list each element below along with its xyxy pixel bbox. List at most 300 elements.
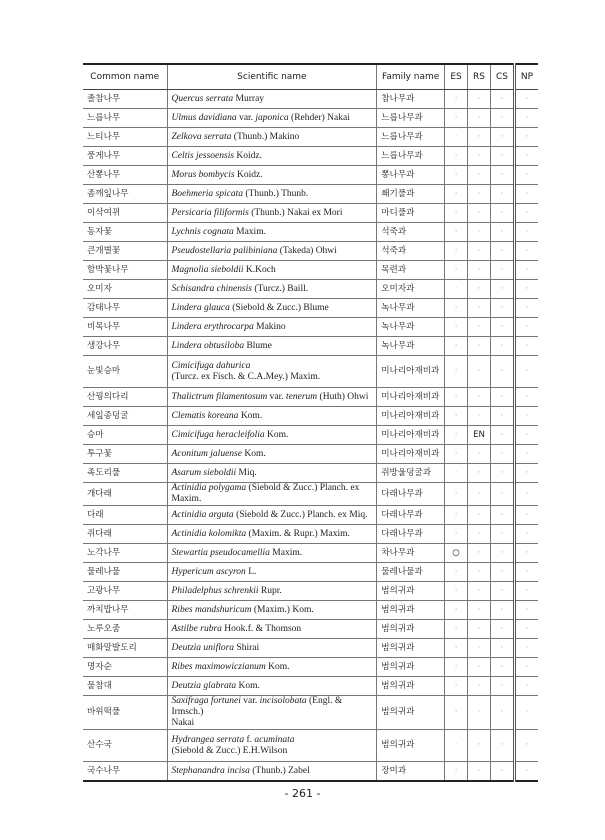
family-name-cell: 미나리아재비과 xyxy=(377,356,445,388)
status-rs-cell: · xyxy=(468,388,491,407)
scientific-name-italic: Lindera glauca xyxy=(171,302,230,313)
scientific-name-text: Murray xyxy=(233,93,265,104)
scientific-name-cell xyxy=(167,563,377,582)
scientific-name-cell xyxy=(167,525,377,544)
scientific-name-cell xyxy=(167,90,377,109)
table-row xyxy=(83,445,538,464)
common-name-cell: 느릅나무 xyxy=(83,109,167,128)
status-rs-cell: · xyxy=(468,318,491,337)
scientific-name-text: Kom. xyxy=(236,680,260,691)
status-cs-cell: · xyxy=(490,388,514,407)
status-rs-cell: EN xyxy=(468,426,491,445)
status-np-cell: · xyxy=(514,730,538,762)
scientific-name-italic: Stewartia pseudocamellia xyxy=(171,547,270,558)
scientific-name-cell xyxy=(167,639,377,658)
table-row xyxy=(83,464,538,483)
species-table xyxy=(83,63,538,782)
status-es-cell: · xyxy=(445,109,468,128)
scientific-name-italic: tenerum xyxy=(286,391,318,402)
scientific-name-italic: Morus bombycis xyxy=(171,169,235,180)
status-cs-cell: · xyxy=(490,204,514,223)
status-rs-cell: · xyxy=(468,356,491,388)
scientific-name-italic: Hypericum ascyron xyxy=(171,566,246,577)
table-row xyxy=(83,90,538,109)
scientific-name-italic: Deutzia uniflora xyxy=(171,642,235,653)
status-cs-cell: · xyxy=(490,407,514,426)
status-np-cell: · xyxy=(514,506,538,525)
scientific-name-cell xyxy=(167,601,377,620)
scientific-name-cell xyxy=(167,582,377,601)
scientific-name-text: var. xyxy=(236,112,256,123)
common-name-cell: 산꿩의다리 xyxy=(83,388,167,407)
scientific-name-cell xyxy=(167,128,377,147)
status-es-cell: · xyxy=(445,639,468,658)
scientific-name-italic: Zelkova serrata xyxy=(171,131,232,142)
table-row xyxy=(83,563,538,582)
scientific-name-text: var. xyxy=(240,696,260,706)
table-row xyxy=(83,299,538,318)
status-es-cell: · xyxy=(445,299,468,318)
scientific-name-text: Rupr. xyxy=(258,585,282,596)
table-row xyxy=(83,696,538,730)
status-np-cell: · xyxy=(514,445,538,464)
status-es-cell: · xyxy=(445,318,468,337)
status-es-cell: · xyxy=(445,356,468,388)
family-name-cell: 범의귀과 xyxy=(377,582,445,601)
scientific-name-italic: Boehmeria spicata xyxy=(171,188,244,199)
status-es-cell: · xyxy=(445,128,468,147)
common-name-cell: 생강나무 xyxy=(83,337,167,356)
status-rs-cell: · xyxy=(468,762,491,782)
status-rs-cell: · xyxy=(468,337,491,356)
scientific-name-text: Kom. xyxy=(241,448,266,459)
status-es-cell: · xyxy=(445,280,468,299)
table-row xyxy=(83,337,538,356)
status-np-cell: · xyxy=(514,639,538,658)
scientific-name-text: (Thunb.) Makino xyxy=(231,131,300,142)
status-rs-cell: · xyxy=(468,261,491,280)
status-np-cell: · xyxy=(514,762,538,782)
scientific-name-text: Kom. xyxy=(264,429,289,440)
status-cs-cell: · xyxy=(490,696,514,730)
status-np-cell: · xyxy=(514,90,538,109)
scientific-name-italic: Actinidia polygama xyxy=(171,483,247,493)
status-np-cell: · xyxy=(514,601,538,620)
scientific-name-text: (Siebold & Zucc.) Planch. ex Maxim. xyxy=(171,483,360,504)
scientific-name-cell xyxy=(167,762,377,782)
scientific-name-italic: acuminata xyxy=(254,734,295,745)
scientific-name-italic: Lindera erythrocarpa xyxy=(171,321,254,332)
scientific-name-cell xyxy=(167,204,377,223)
scientific-name-text: (Huth) Ohwi xyxy=(317,391,369,402)
status-np-cell: · xyxy=(514,620,538,639)
status-es-cell: · xyxy=(445,388,468,407)
family-name-cell: 느릅나무과 xyxy=(377,128,445,147)
status-cs-cell: · xyxy=(490,563,514,582)
status-es-cell: · xyxy=(445,730,468,762)
status-cs-cell: · xyxy=(490,658,514,677)
status-np-cell: · xyxy=(514,356,538,388)
status-cs-cell: · xyxy=(490,318,514,337)
scientific-name-text: (Takeda) Ohwi xyxy=(277,245,337,256)
status-rs-cell: · xyxy=(468,677,491,696)
scientific-name-italic: Ribes mandshuricum xyxy=(171,604,252,615)
scientific-name-text: Maxim. xyxy=(233,226,266,237)
scientific-name-text: Maxim. xyxy=(269,547,303,558)
family-name-cell: 범의귀과 xyxy=(377,696,445,730)
status-np-cell: · xyxy=(514,166,538,185)
status-cs-cell: · xyxy=(490,166,514,185)
common-name-cell: 비목나무 xyxy=(83,318,167,337)
scientific-name-cell xyxy=(167,620,377,639)
status-cs-cell: · xyxy=(490,620,514,639)
status-rs-cell: · xyxy=(468,601,491,620)
table-row xyxy=(83,318,538,337)
status-es-cell: · xyxy=(445,601,468,620)
table-row xyxy=(83,147,538,166)
table-row xyxy=(83,407,538,426)
scientific-name-text: Nakai xyxy=(171,718,195,728)
status-es-cell: · xyxy=(445,464,468,483)
status-cs-cell: · xyxy=(490,90,514,109)
status-rs-cell: · xyxy=(468,658,491,677)
common-name-cell: 느티나무 xyxy=(83,128,167,147)
family-name-cell: 범의귀과 xyxy=(377,620,445,639)
table-row xyxy=(83,280,538,299)
table-row xyxy=(83,242,538,261)
common-name-cell: 명자순 xyxy=(83,658,167,677)
scientific-name-text: Shirai xyxy=(234,642,260,653)
header-cs: CS xyxy=(490,64,514,90)
status-np-cell: · xyxy=(514,128,538,147)
status-rs-cell: · xyxy=(468,563,491,582)
scientific-name-italic: Actinidia kolomikta xyxy=(171,528,247,539)
table-row xyxy=(83,601,538,620)
family-name-cell: 범의귀과 xyxy=(377,639,445,658)
status-np-cell: · xyxy=(514,677,538,696)
status-rs-cell: · xyxy=(468,620,491,639)
status-es-cell: · xyxy=(445,582,468,601)
scientific-name-text: L. xyxy=(245,566,257,577)
page-number: - 261 - xyxy=(284,787,321,800)
header-common-name: Common name xyxy=(83,64,167,90)
scientific-name-italic: Astilbe rubra xyxy=(171,623,222,634)
scientific-name-cell xyxy=(167,677,377,696)
status-np-cell: · xyxy=(514,525,538,544)
family-name-cell: 참나무과 xyxy=(377,90,445,109)
common-name-cell: 노루오줌 xyxy=(83,620,167,639)
scientific-name-text: (Engl. & Irmsch.) xyxy=(171,696,343,717)
status-es-cell: · xyxy=(445,147,468,166)
family-name-cell: 미나리아재비과 xyxy=(377,426,445,445)
status-np-cell: · xyxy=(514,563,538,582)
status-rs-cell: · xyxy=(468,204,491,223)
status-np-cell: · xyxy=(514,109,538,128)
scientific-name-text: Kom. xyxy=(265,661,290,672)
table-row xyxy=(83,204,538,223)
status-rs-cell: · xyxy=(468,166,491,185)
common-name-cell: 쥐다래 xyxy=(83,525,167,544)
status-cs-cell: · xyxy=(490,601,514,620)
status-np-cell: · xyxy=(514,483,538,506)
table-row xyxy=(83,128,538,147)
status-rs-cell: · xyxy=(468,109,491,128)
scientific-name-text: Koidz. xyxy=(234,169,263,180)
status-rs-cell: · xyxy=(468,506,491,525)
scientific-name-cell xyxy=(167,109,377,128)
scientific-name-italic: Ribes maximowiczianum xyxy=(171,661,266,672)
status-es-cell: · xyxy=(445,696,468,730)
status-cs-cell: · xyxy=(490,762,514,782)
header-family-name: Family name xyxy=(377,64,445,90)
status-cs-cell: · xyxy=(490,445,514,464)
scientific-name-italic: Schisandra chinensis xyxy=(171,283,252,294)
family-name-cell: 쥐방울덩굴과 xyxy=(377,464,445,483)
scientific-name-italic: Saxifraga fortunei xyxy=(171,696,241,706)
status-cs-cell: · xyxy=(490,109,514,128)
table-body xyxy=(83,90,538,782)
family-name-cell: 목련과 xyxy=(377,261,445,280)
common-name-cell: 졸참나무 xyxy=(83,90,167,109)
status-np-cell: · xyxy=(514,582,538,601)
scientific-name-cell xyxy=(167,483,377,506)
status-np-cell: · xyxy=(514,242,538,261)
status-cs-cell: · xyxy=(490,525,514,544)
scientific-name-text: (Maxim. & Rupr.) Maxim. xyxy=(246,528,350,539)
scientific-name-text: (Thunb.) Nakai ex Mori xyxy=(248,207,343,218)
status-rs-cell: · xyxy=(468,696,491,730)
status-es-cell: · xyxy=(445,337,468,356)
table-row xyxy=(83,223,538,242)
status-es-cell: · xyxy=(445,445,468,464)
common-name-cell: 이삭여뀌 xyxy=(83,204,167,223)
family-name-cell: 범의귀과 xyxy=(377,658,445,677)
status-rs-cell: · xyxy=(468,280,491,299)
status-es-cell: · xyxy=(445,185,468,204)
status-np-cell: · xyxy=(514,464,538,483)
status-np-cell: · xyxy=(514,147,538,166)
status-rs-cell: · xyxy=(468,483,491,506)
scientific-name-text: var. xyxy=(267,391,287,402)
status-cs-cell: · xyxy=(490,356,514,388)
family-name-cell: 오미자과 xyxy=(377,280,445,299)
status-es-cell: · xyxy=(445,407,468,426)
scientific-name-text: Makino xyxy=(253,321,286,332)
header-scientific-name: Scientific name xyxy=(167,64,377,90)
status-np-cell: · xyxy=(514,318,538,337)
scientific-name-italic: Cimicifuga heracleifolia xyxy=(171,429,265,440)
scientific-name-cell xyxy=(167,356,377,388)
family-name-cell: 미나리아재비과 xyxy=(377,388,445,407)
family-name-cell: 물레나물과 xyxy=(377,563,445,582)
status-rs-cell: · xyxy=(468,582,491,601)
common-name-cell: 승마 xyxy=(83,426,167,445)
status-np-cell: · xyxy=(514,337,538,356)
scientific-name-cell xyxy=(167,185,377,204)
common-name-cell: 큰개별꽃 xyxy=(83,242,167,261)
status-cs-cell: · xyxy=(490,464,514,483)
common-name-cell: 바위떡풀 xyxy=(83,696,167,730)
table-row xyxy=(83,620,538,639)
scientific-name-text: f. xyxy=(244,734,255,745)
status-np-cell: · xyxy=(514,299,538,318)
family-name-cell: 녹나무과 xyxy=(377,337,445,356)
status-cs-cell: · xyxy=(490,223,514,242)
family-name-cell: 뽕나무과 xyxy=(377,166,445,185)
scientific-name-italic: Deutzia glabrata xyxy=(171,680,237,691)
scientific-name-italic: Lychnis cognata xyxy=(171,226,234,237)
scientific-name-italic: Quercus serrata xyxy=(171,93,234,104)
table-row xyxy=(83,762,538,782)
scientific-name-cell xyxy=(167,426,377,445)
table-row xyxy=(83,426,538,445)
status-es-cell: · xyxy=(445,204,468,223)
common-name-cell: 투구꽃 xyxy=(83,445,167,464)
status-np-cell: · xyxy=(514,426,538,445)
scientific-name-italic: Persicaria filiformis xyxy=(171,207,249,218)
status-np-cell: · xyxy=(514,658,538,677)
status-cs-cell: · xyxy=(490,506,514,525)
scientific-name-cell xyxy=(167,337,377,356)
scientific-name-cell xyxy=(167,730,377,762)
scientific-name-cell xyxy=(167,464,377,483)
header-rs: RS xyxy=(468,64,491,90)
table-row xyxy=(83,582,538,601)
status-np-cell: · xyxy=(514,280,538,299)
header-es: ES xyxy=(445,64,468,90)
family-name-cell: 석죽과 xyxy=(377,242,445,261)
scientific-name-italic: Philadelphus schrenkii xyxy=(171,585,259,596)
scientific-name-italic: Ulmus davidiana xyxy=(171,112,237,123)
scientific-name-text: Koidz. xyxy=(234,150,263,161)
status-es-cell: · xyxy=(445,658,468,677)
common-name-cell: 다래 xyxy=(83,506,167,525)
status-np-cell: · xyxy=(514,185,538,204)
family-name-cell: 미나리아재비과 xyxy=(377,445,445,464)
common-name-cell: 감태나무 xyxy=(83,299,167,318)
common-name-cell: 까치밥나무 xyxy=(83,601,167,620)
status-cs-cell: · xyxy=(490,639,514,658)
status-rs-cell: · xyxy=(468,730,491,762)
status-cs-cell: · xyxy=(490,185,514,204)
status-rs-cell: · xyxy=(468,407,491,426)
table-row xyxy=(83,544,538,563)
scientific-name-cell xyxy=(167,696,377,730)
scientific-name-cell xyxy=(167,147,377,166)
status-np-cell: · xyxy=(514,544,538,563)
family-name-cell: 느릅나무과 xyxy=(377,109,445,128)
status-rs-cell: · xyxy=(468,464,491,483)
common-name-cell: 동자꽃 xyxy=(83,223,167,242)
status-rs-cell: · xyxy=(468,147,491,166)
status-cs-cell: · xyxy=(490,261,514,280)
status-rs-cell: · xyxy=(468,299,491,318)
status-rs-cell: · xyxy=(468,185,491,204)
scientific-name-cell xyxy=(167,299,377,318)
common-name-cell: 눈빛승마 xyxy=(83,356,167,388)
common-name-cell: 노각나무 xyxy=(83,544,167,563)
status-es-cell: · xyxy=(445,166,468,185)
status-cs-cell: · xyxy=(490,242,514,261)
scientific-name-italic: Lindera obtusiloba xyxy=(171,340,245,351)
family-name-cell: 차나무과 xyxy=(377,544,445,563)
table-row xyxy=(83,261,538,280)
scientific-name-cell xyxy=(167,223,377,242)
status-cs-cell: · xyxy=(490,280,514,299)
status-es-cell: · xyxy=(445,242,468,261)
family-name-cell: 범의귀과 xyxy=(377,601,445,620)
table-row xyxy=(83,356,538,388)
scientific-name-text: (Turcz.) Baill. xyxy=(251,283,309,294)
scientific-name-italic: Celtis jessoensis xyxy=(171,150,235,161)
scientific-name-text: (Siebold & Zucc.) Blume xyxy=(229,302,329,313)
scientific-name-text: Kom. xyxy=(238,410,263,421)
table-row xyxy=(83,677,538,696)
scientific-name-text: (Siebold & Zucc.) Planch. ex Miq. xyxy=(233,509,368,520)
status-es-cell: · xyxy=(445,525,468,544)
scientific-name-italic: Aconitum jaluense xyxy=(171,448,242,459)
common-name-cell: 세잎종덩굴 xyxy=(83,407,167,426)
header-np: NP xyxy=(514,64,538,90)
status-es-cell: ○ xyxy=(445,544,468,563)
scientific-name-cell xyxy=(167,261,377,280)
scientific-name-text: (Rehder) Nakai xyxy=(288,112,350,123)
table-row xyxy=(83,506,538,525)
table-row xyxy=(83,185,538,204)
status-cs-cell: · xyxy=(490,337,514,356)
status-es-cell: · xyxy=(445,563,468,582)
scientific-name-italic: Stephanandra incisa xyxy=(171,765,250,776)
scientific-name-italic: incisolobata xyxy=(259,696,307,706)
family-name-cell: 장미과 xyxy=(377,762,445,782)
status-cs-cell: · xyxy=(490,128,514,147)
family-name-cell: 느릅나무과 xyxy=(377,147,445,166)
family-name-cell: 마디풀과 xyxy=(377,204,445,223)
common-name-cell: 오미자 xyxy=(83,280,167,299)
common-name-cell: 물레나물 xyxy=(83,563,167,582)
status-rs-cell: · xyxy=(468,242,491,261)
status-rs-cell: · xyxy=(468,223,491,242)
status-es-cell: · xyxy=(445,223,468,242)
scientific-name-text: (Thunb.) Thunb. xyxy=(243,188,309,199)
family-name-cell: 다래나무과 xyxy=(377,483,445,506)
table-row xyxy=(83,730,538,762)
status-cs-cell: · xyxy=(490,147,514,166)
scientific-name-cell xyxy=(167,166,377,185)
family-name-cell: 녹나무과 xyxy=(377,299,445,318)
common-name-cell: 국수나무 xyxy=(83,762,167,782)
status-es-cell: · xyxy=(445,426,468,445)
family-name-cell: 범의귀과 xyxy=(377,730,445,762)
status-rs-cell: · xyxy=(468,90,491,109)
scientific-name-text: Blume xyxy=(244,340,272,351)
table-row xyxy=(83,639,538,658)
scientific-name-text: (Turcz. ex Fisch. & C.A.Mey.) Maxim. xyxy=(171,371,321,382)
common-name-cell: 매화말발도리 xyxy=(83,639,167,658)
scientific-name-italic: japonica xyxy=(255,112,289,123)
family-name-cell: 석죽과 xyxy=(377,223,445,242)
status-rs-cell: · xyxy=(468,525,491,544)
status-np-cell: · xyxy=(514,223,538,242)
status-np-cell: · xyxy=(514,696,538,730)
scientific-name-italic: Hydrangea serrata xyxy=(171,734,245,745)
scientific-name-cell xyxy=(167,506,377,525)
family-name-cell: 다래나무과 xyxy=(377,525,445,544)
status-rs-cell: · xyxy=(468,639,491,658)
status-es-cell: · xyxy=(445,483,468,506)
status-es-cell: · xyxy=(445,261,468,280)
scientific-name-text: (Siebold & Zucc.) E.H.Wilson xyxy=(171,745,288,756)
